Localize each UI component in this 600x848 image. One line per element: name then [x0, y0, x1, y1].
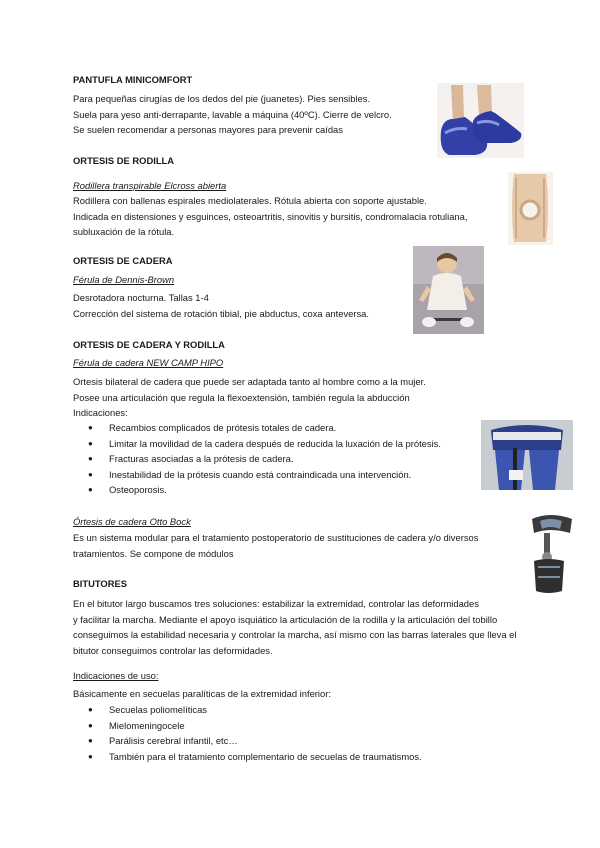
heading-rodilla: ORTESIS DE RODILLA [73, 155, 175, 166]
heading-bitutores: BITUTORES [73, 578, 127, 589]
text-line: Desrotadora nocturna. Tallas 1-4 [73, 292, 209, 303]
hip-brace-image [481, 420, 573, 490]
text-line: subluxación de la rótula. [73, 226, 175, 237]
paragraph-cadera-rodilla [73, 374, 426, 421]
intro-text: Básicamente en secuelas paralíticas de la extremidad inferior: [73, 688, 331, 699]
list-item: ● Osteoporosis. [84, 482, 441, 498]
indications-list [84, 420, 441, 498]
knee-brace-image [508, 172, 553, 245]
list-item: ● Secuelas poliomelíticas [84, 702, 422, 718]
child-splint-image [413, 246, 484, 334]
text-line: bitutor conseguimos controlar las deformidades. [73, 644, 273, 656]
text-line: tratamientos. Se compone de módulos [73, 547, 234, 559]
text-line: Indicaciones: [73, 407, 128, 418]
subheading-indicaciones-uso: Indicaciones de uso: [73, 670, 159, 681]
heading-cadera: ORTESIS DE CADERA [73, 255, 173, 266]
otto-bock-brace-image [524, 511, 576, 597]
text-line: En el bitutor largo buscamos tres soluciones: estabilizar la extremidad, controlar las deformidades [73, 598, 479, 609]
text-line: Indicada en distensiones y esguinces, osteoartritis, sinovitis y bursitis, condromalacia rotuliana, [73, 210, 468, 222]
paragraph-cadera [73, 290, 369, 321]
list-item: ● Recambios complicados de prótesis totales de cadera. [84, 420, 441, 436]
text-line: Rodillera con ballenas espirales mediolaterales. Rótula abierta con soporte ajustable. [73, 195, 427, 206]
text-line: Para pequeñas cirugías de los dedos del pie (juanetes). Pies sensibles. [73, 93, 371, 104]
paragraph-rodilla [73, 193, 467, 240]
heading-pantufla: PANTUFLA MINICOMFORT [73, 74, 193, 85]
subtitle-elcross: Rodillera transpirable Elcross abierta [73, 180, 227, 191]
list-item: ● Mielomeningocele [84, 718, 422, 734]
text-line: Es un sistema modular para el tratamiento postoperatorio de sustituciones de cadera y/o diversos [73, 532, 479, 543]
list-item: ● También para el tratamiento complementario de secuelas de traumatismos. [84, 749, 422, 765]
text-line: y facilitar la marcha. Mediante el apoyo isquiático la articulación de la rodilla y la articulación del tobillo [73, 613, 498, 625]
subtitle-otto-bock: Órtesis de cadera Otto Bock [73, 516, 191, 527]
text-line: Ortesis bilateral de cadera que puede ser adaptada tanto al hombre como a la mujer. [73, 376, 426, 387]
paragraph-otto-bock [73, 530, 478, 561]
paragraph-pantufla [73, 91, 392, 138]
text-line: Posee una articulación que regula la flexoextensión, también regula la abducción [73, 391, 410, 403]
text-line: conseguimos la estabilidad necesaria y controlar la marcha, así mismo con las barras laterales que lleva el [73, 629, 517, 640]
text-line: Corrección del sistema de rotación tibial, pie abductus, coxa anteversa. [73, 307, 369, 319]
list-item: ● Fracturas asociadas a la prótesis de cadera. [84, 451, 441, 467]
subtitle-new-camp-hipo: Férula de cadera NEW CAMP HIPO [73, 357, 224, 368]
heading-cadera-rodilla: ORTESIS DE CADERA Y RODILLA [73, 339, 225, 350]
text-line: Se suelen recomendar a personas mayores para prevenir caídas [73, 124, 343, 135]
list-item: ● Inestabilidad de la prótesis cuando está contraindicada una intervención. [84, 467, 441, 483]
usage-list [84, 702, 422, 764]
list-item: ● Limitar la movilidad de la cadera después de reducida la luxación de la prótesis. [84, 436, 441, 452]
text-line: Suela para yeso anti-derrapante, lavable a máquina (40ºC). Cierre de velcro. [73, 108, 392, 120]
slipper-image [437, 83, 524, 158]
paragraph-bitutores [73, 596, 560, 658]
list-item: ● Parálisis cerebral infantil, etc… [84, 733, 422, 749]
subtitle-dennis-brown: Férula de Dennis-Brown [73, 274, 175, 285]
